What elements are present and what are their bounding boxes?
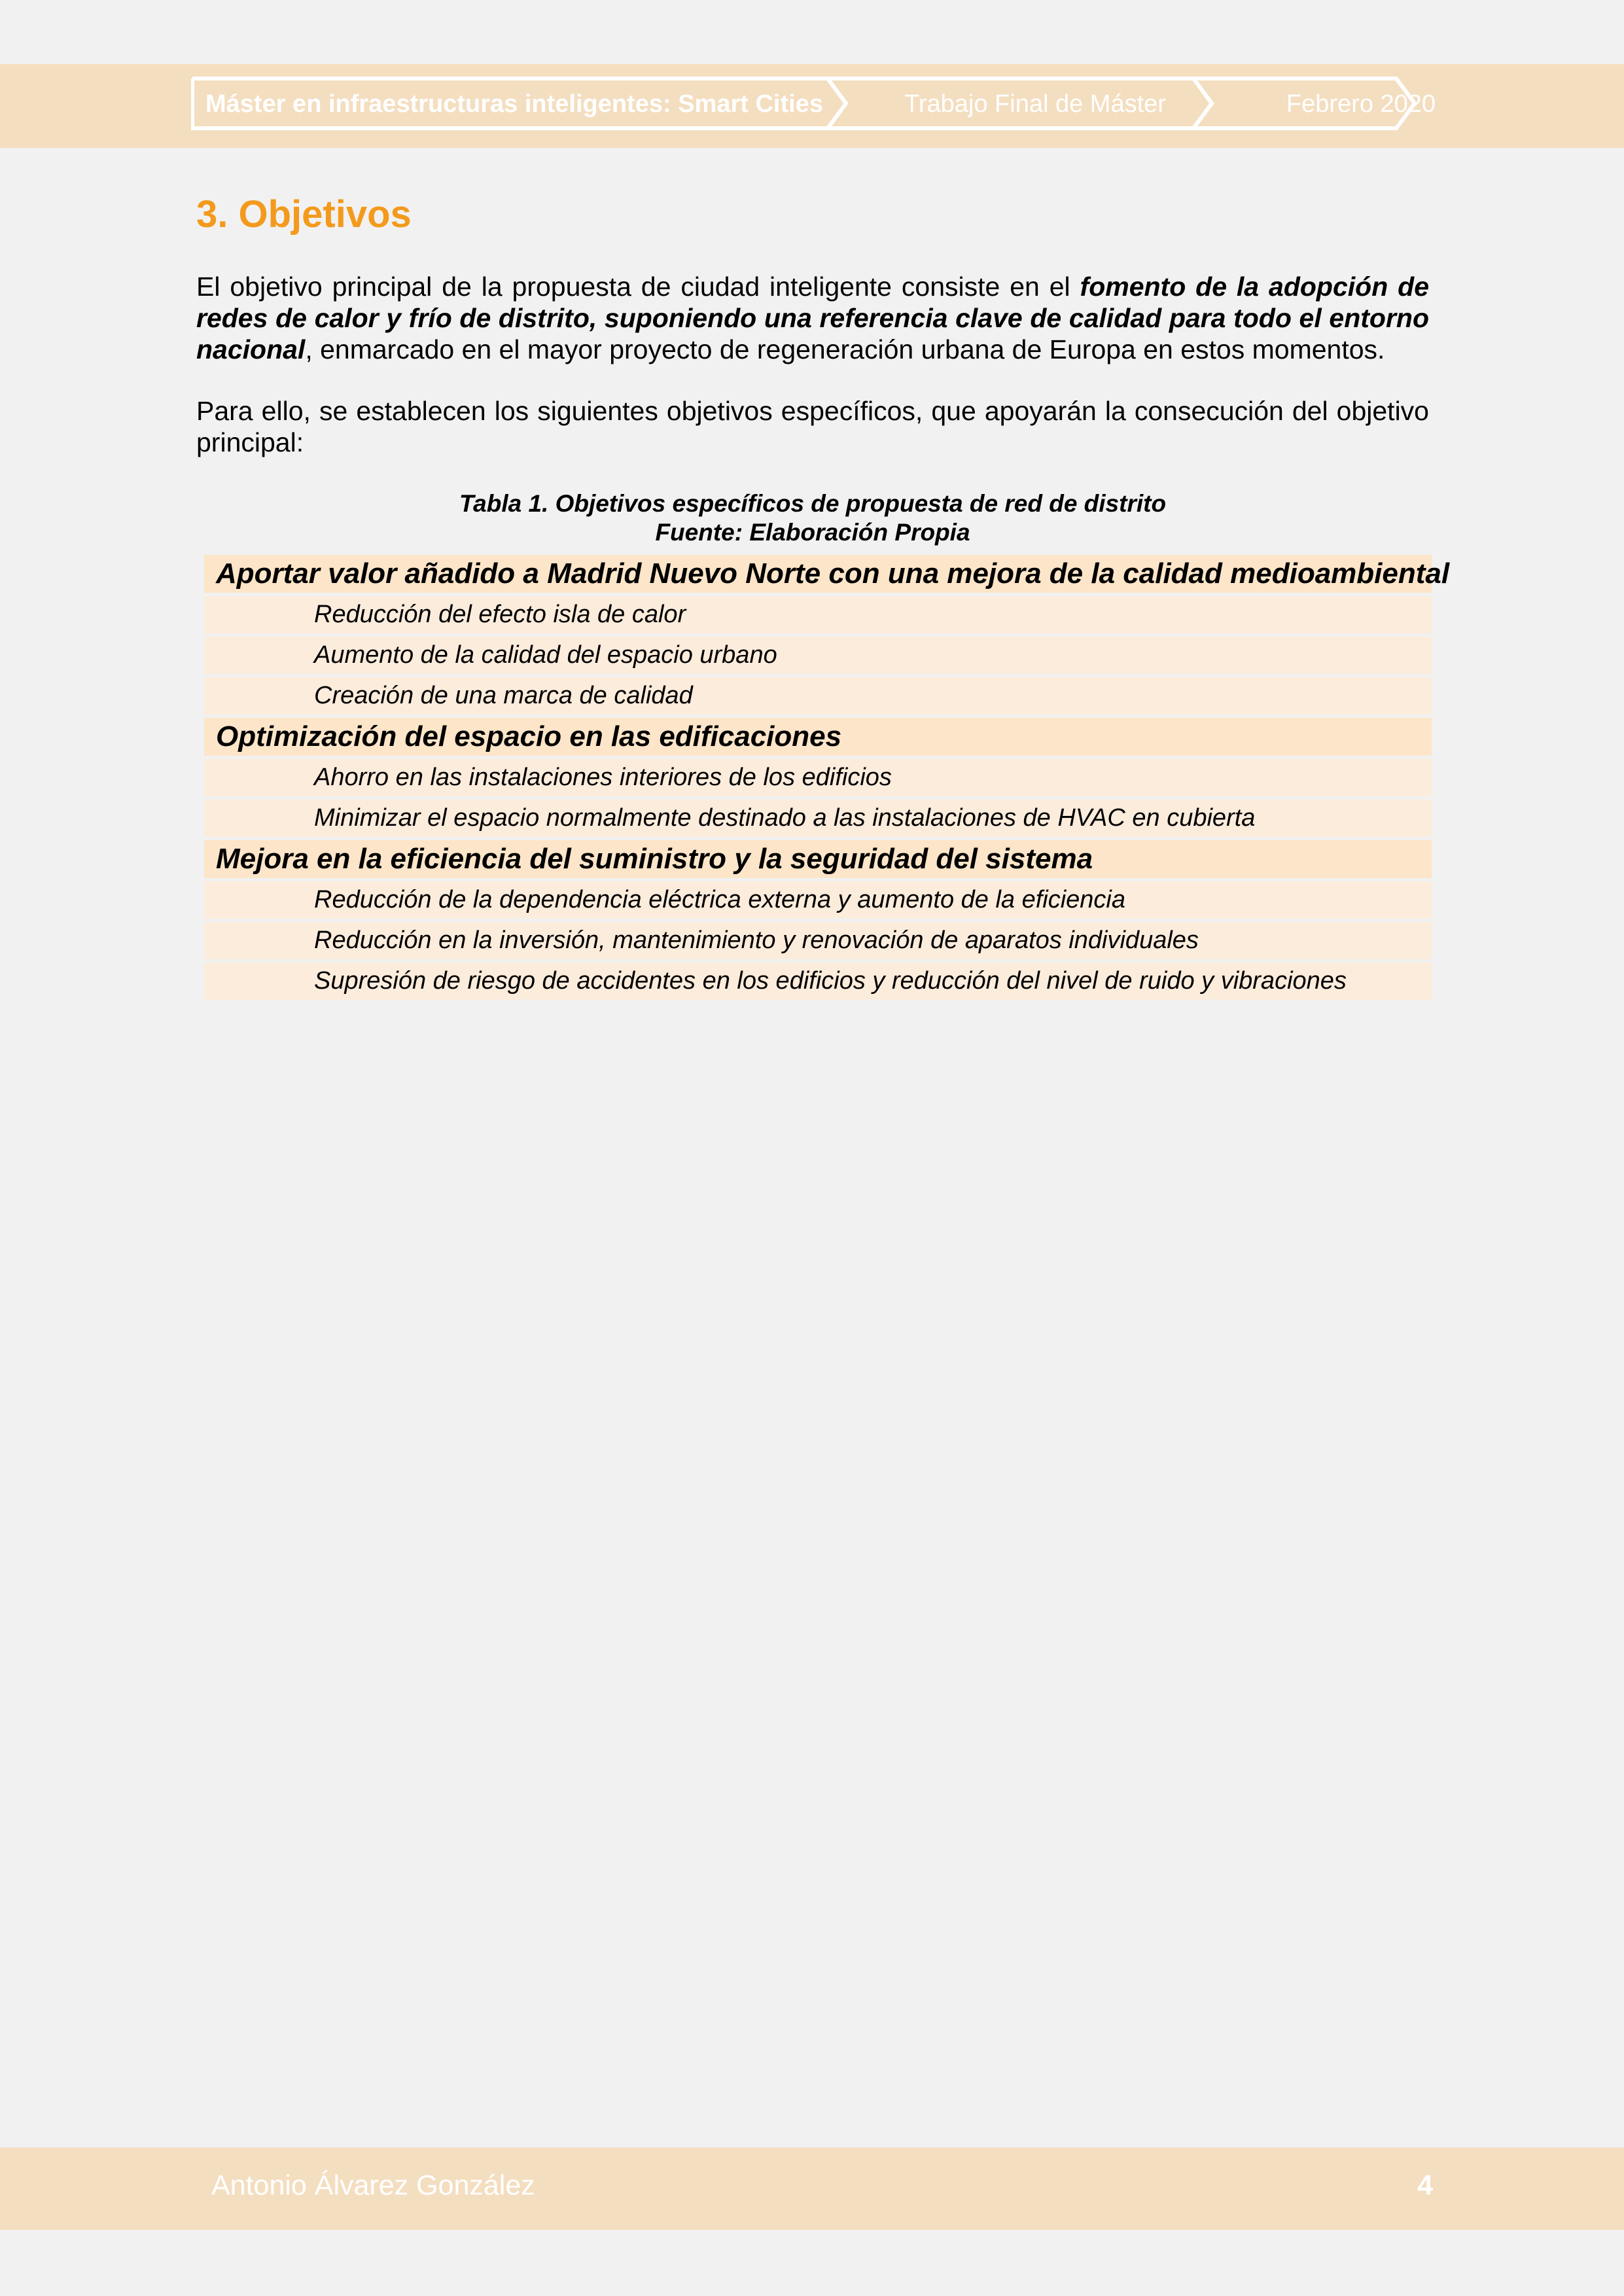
objectives-intro-paragraph: Para ello, se establecen los siguientes objetivos específicos, que apoyarán la consecución del objetivo principal: <box>196 396 1429 457</box>
intro-emphasis: fomento de la adopción de redes de calor y frío de distrito, suponiendo una referencia clave de calidad para todo el entorno nacional <box>196 272 1429 364</box>
objective-item: Aumento de la calidad del espacio urbano <box>204 637 1432 674</box>
header-breadcrumb <box>191 76 1434 135</box>
intro-text-before: El objetivo principal de la propuesta de ciudad inteligente consiste en el <box>196 272 1080 302</box>
table-caption-title: Tabla 1. Objetivos específicos de propuesta de red de distrito <box>459 490 1167 517</box>
objective-item: Supresión de riesgo de accidentes en los edificios y reducción del nivel de ruido y vibraciones <box>204 963 1432 1000</box>
objectives-table <box>204 555 1450 1003</box>
footer-author: Antonio Álvarez González <box>211 2170 535 2201</box>
objective-item: Reducción del efecto isla de calor <box>204 596 1432 633</box>
objective-item: Minimizar el espacio normalmente destinado a las instalaciones de HVAC en cubierta <box>204 800 1432 837</box>
objective-item: Reducción en la inversión, mantenimiento y renovación de aparatos individuales <box>204 922 1432 959</box>
breadcrumb-document-type: Trabajo Final de Máster <box>904 90 1166 118</box>
breadcrumb-date: Febrero 2020 <box>1286 90 1436 118</box>
intro-text-after: , enmarcado en el mayor proyecto de regeneración urbana de Europa en estos momentos. <box>305 334 1385 364</box>
objective-group-title: Aportar valor añadido a Madrid Nuevo Norte con una mejora de la calidad medioambiental <box>204 555 1432 593</box>
table-caption <box>196 489 1429 547</box>
objective-item: Reducción de la dependencia eléctrica externa y aumento de la eficiencia <box>204 881 1432 919</box>
intro-paragraph <box>196 271 1429 365</box>
objective-group-title: Mejora en la eficiencia del suministro y la seguridad del sistema <box>204 840 1432 878</box>
breadcrumb-program: Máster en infraestructuras inteligentes: Smart Cities <box>205 90 823 118</box>
table-caption-source: Fuente: Elaboración Propia <box>655 519 970 546</box>
section-title: 3. Objetivos <box>196 193 412 236</box>
page-number: 4 <box>1417 2170 1433 2201</box>
objective-group-title: Optimización del espacio en las edificaciones <box>204 718 1432 756</box>
objective-item: Ahorro en las instalaciones interiores de los edificios <box>204 759 1432 796</box>
objective-item: Creación de una marca de calidad <box>204 677 1432 715</box>
